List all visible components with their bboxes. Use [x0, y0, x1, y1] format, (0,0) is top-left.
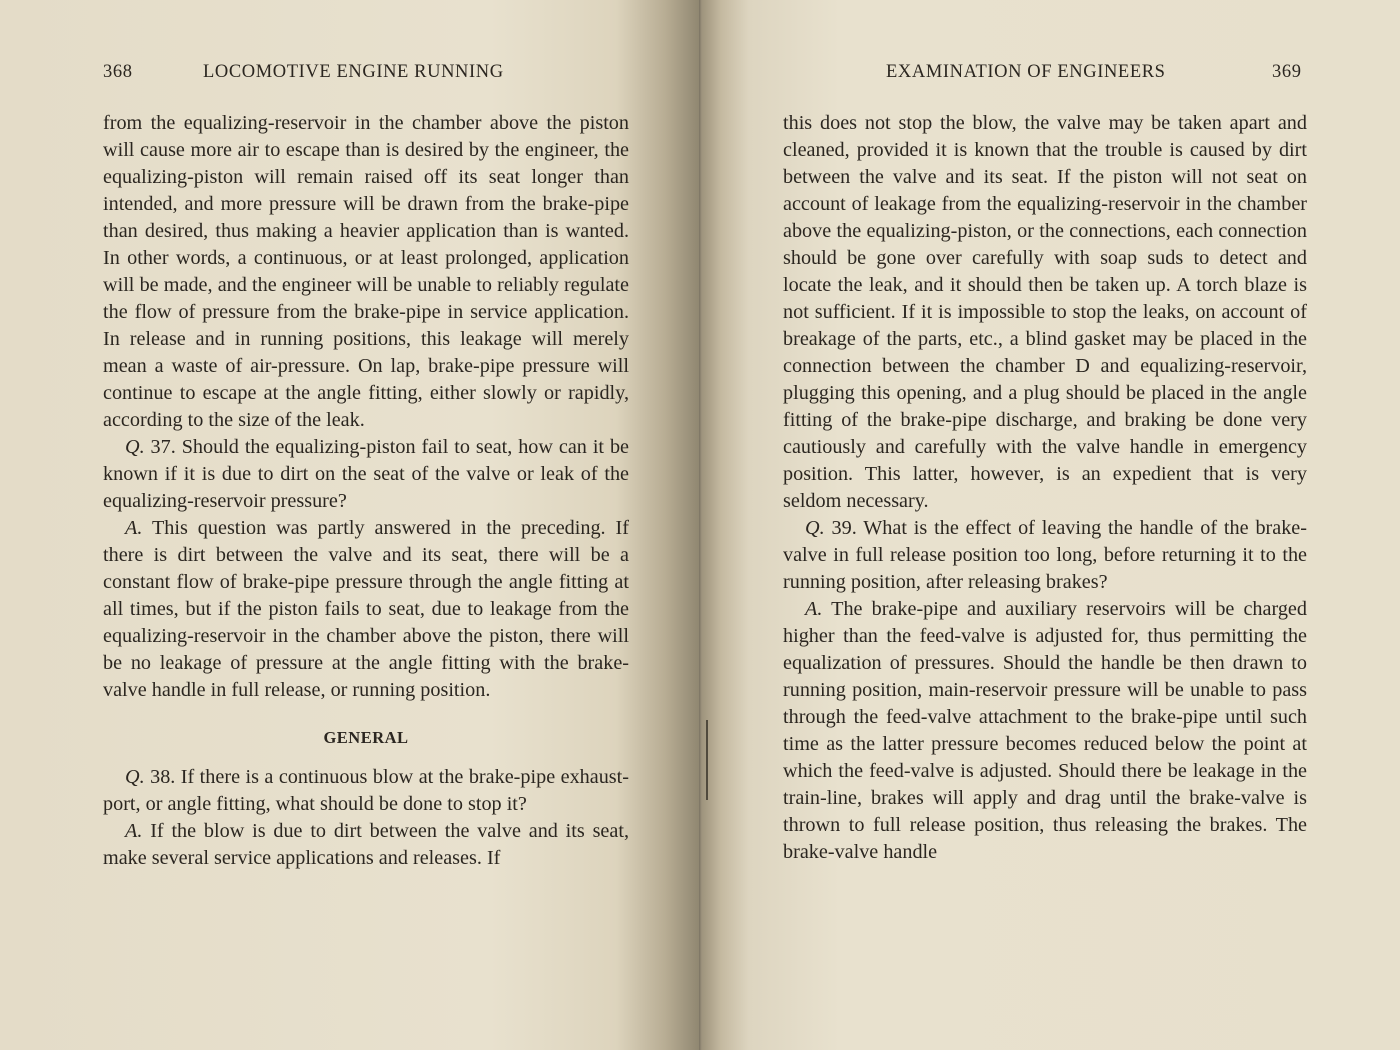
question-37 — [103, 434, 629, 515]
right-page — [700, 0, 1400, 1050]
answer-label: A. — [805, 598, 823, 620]
question-text: 39. What is the effect of leaving the handle of the brake-valve in full release position too long, before returning it to the running position, after releasing brakes? — [783, 517, 1307, 593]
right-page-body — [783, 110, 1307, 866]
answer-37 — [103, 515, 629, 704]
left-page-number: 368 — [103, 62, 133, 82]
answer-label: A. — [125, 517, 143, 539]
gutter-mark — [706, 720, 708, 800]
left-paragraph-continued: from the equalizing-reservoir in the chamber above the piston will cause more air to escape than is desired by the engineer, the equalizing-piston will remain raised off its seat longer than intended, and more pressure will be drawn from the brake-pipe than desired, thus making a heavier application than is wanted. In other words, a continuous, or at least prolonged, application will be made, and the engineer will be unable to reliably regulate the flow of pressure from the brake-pipe in service application. In release and in running positions, this leakage will merely mean a waste of air-pressure. On lap, brake-pipe pressure will continue to escape at the angle fitting, either slowly or rapidly, according to the size of the leak. — [103, 112, 629, 431]
answer-text: The brake-pipe and auxiliary reservoirs will be charged higher than the feed-valve is adjusted for, thus permitting the equalization of pressures. Should the handle be then drawn to running position, main-reservoir pressure will be unable to pass through the feed-valve attachment to the brake-pipe until such time as the latter pressure becomes reduced below the point at which the feed-valve is adjusted. Should there be leakage in the train-line, brakes will apply and drag until the brake-valve is thrown to full release position, thus releasing the brakes. The brake-valve handle — [783, 598, 1307, 863]
book-gutter — [699, 0, 702, 1050]
question-text: 38. If there is a continuous blow at the brake-pipe exhaust-port, or angle fitting, what should be done to stop it? — [103, 766, 629, 815]
right-running-head: EXAMINATION OF ENGINEERS — [886, 62, 1166, 82]
question-label: Q. — [125, 766, 145, 788]
question-39 — [783, 515, 1307, 596]
question-label: Q. — [805, 517, 825, 539]
answer-39 — [783, 596, 1307, 866]
right-paragraph-continued: this does not stop the blow, the valve may be taken apart and cleaned, provided it is known that the trouble is caused by dirt between the valve and its seat. If the piston will not seat on account of leakage from the equalizing-reservoir in the chamber above the equalizing-piston, or the connections, each connection should be gone over carefully with soap suds to detect and locate the leak, and it should then be taken up. A torch blaze is not sufficient. If it is impossible to stop the leaks, on account of breakage of the parts, etc., a blind gasket may be placed in the connection between the chamber D and equalizing-reservoir, plugging this opening, and a plug should be placed in the angle fitting of the brake-pipe discharge, and braking be done very cautiously and carefully with the valve handle in emergency position. This latter, however, is an expedient that is very seldom necessary. — [783, 112, 1307, 512]
question-text: 37. Should the equalizing-piston fail to seat, how can it be known if it is due to dirt on the seat of the valve or leak of the equalizing-reservoir pressure? — [103, 436, 629, 512]
right-page-number: 369 — [1272, 62, 1302, 82]
answer-38 — [103, 818, 629, 872]
answer-text: If the blow is due to dirt between the valve and its seat, make several service applications and releases. If — [103, 820, 629, 869]
left-page-body — [103, 110, 629, 872]
question-label: Q. — [125, 436, 145, 458]
answer-label: A. — [125, 820, 143, 842]
left-running-head: LOCOMOTIVE ENGINE RUNNING — [203, 62, 504, 82]
section-heading: GENERAL — [323, 728, 409, 747]
answer-text: This question was partly answered in the preceding. If there is dirt between the valve and its seat, there will be a constant flow of brake-pipe pressure through the angle fitting at all times, but if the piston fails to seat, due to leakage from the equalizing-reservoir in the chamber above the piston, there will be no leakage of pressure at the angle fitting with the brake-valve handle in full release, or running position. — [103, 517, 629, 701]
question-38 — [103, 764, 629, 818]
